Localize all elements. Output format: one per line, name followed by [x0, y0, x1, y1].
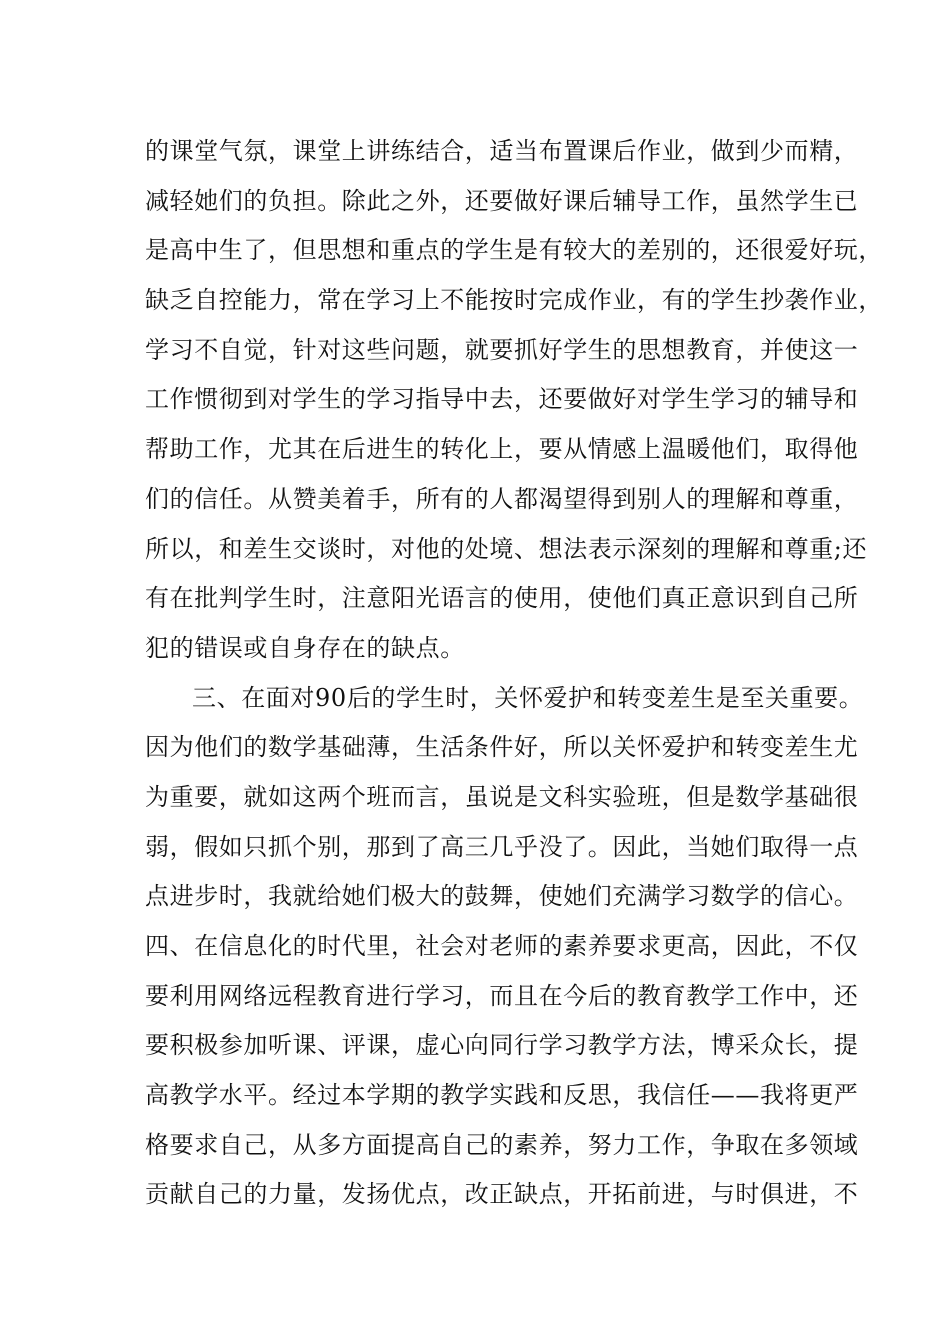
paragraph-start-line: 三、在面对90后的学生时，关怀爱护和转变差生是至关重要。 [192, 683, 864, 712]
text-line: 要积极参加听课、评课，虚心向同行学习教学方法，博采众长，提 [145, 1031, 859, 1060]
text-line: 减轻她们的负担。除此之外，还要做好课后辅导工作，虽然学生已 [145, 186, 859, 215]
text-line: 工作惯彻到对学生的学习指导中去，还要做好对学生学习的辅导和 [145, 385, 859, 414]
text-line: 要利用网络远程教育进行学习，而且在今后的教育教学工作中，还 [145, 981, 859, 1010]
text-line: 有在批判学生时，注意阳光语言的使用，使他们真正意识到自己所 [145, 584, 859, 613]
text-line: 的课堂气氛，课堂上讲练结合，适当布置课后作业，做到少而精， [145, 137, 859, 165]
text-line: 为重要，就如这两个班而言，虽说是文科实验班，但是数学基础很 [145, 782, 859, 811]
text-line: 们的信任。从赞美着手，所有的人都渴望得到别人的理解和尊重， [145, 484, 859, 513]
text-line: 是高中生了，但思想和重点的学生是有较大的差别的，还很爱好玩， [145, 236, 883, 265]
text-line: 犯的错误或自身存在的缺点。 [145, 633, 465, 662]
text-line: 缺乏自控能力，常在学习上不能按时完成作业，有的学生抄袭作业， [145, 286, 883, 315]
text-line: 贡献自己的力量，发扬优点，改正缺点，开拓前进，与时俱进，不 [145, 1180, 859, 1209]
text-line: 点进步时，我就给她们极大的鼓舞，使她们充满学习数学的信心。 [145, 882, 859, 911]
text-line: 高教学水平。经过本学期的教学实践和反思，我信任——我将更严 [145, 1081, 859, 1110]
text-line: 弱，假如只抓个别，那到了高三几乎没了。因此，当她们取得一点 [145, 832, 859, 861]
text-line: 因为他们的数学基础薄，生活条件好，所以关怀爱护和转变差生尤 [145, 733, 859, 762]
text-line: 所以，和差生交谈时，对他的处境、想法表示深刻的理解和尊重;还 [145, 534, 868, 563]
text-line: 四、在信息化的时代里，社会对老师的素养要求更高，因此，不仅 [145, 932, 859, 960]
text-line: 学习不自觉，针对这些问题，就要抓好学生的思想教育，并使这一 [145, 335, 859, 364]
body-text [145, 127, 883, 1220]
text-line: 格要求自己，从多方面提高自己的素养，努力工作，争取在多领域 [145, 1130, 859, 1159]
text-line: 帮助工作，尤其在后进生的转化上，要从情感上温暖他们，取得他 [145, 435, 859, 464]
